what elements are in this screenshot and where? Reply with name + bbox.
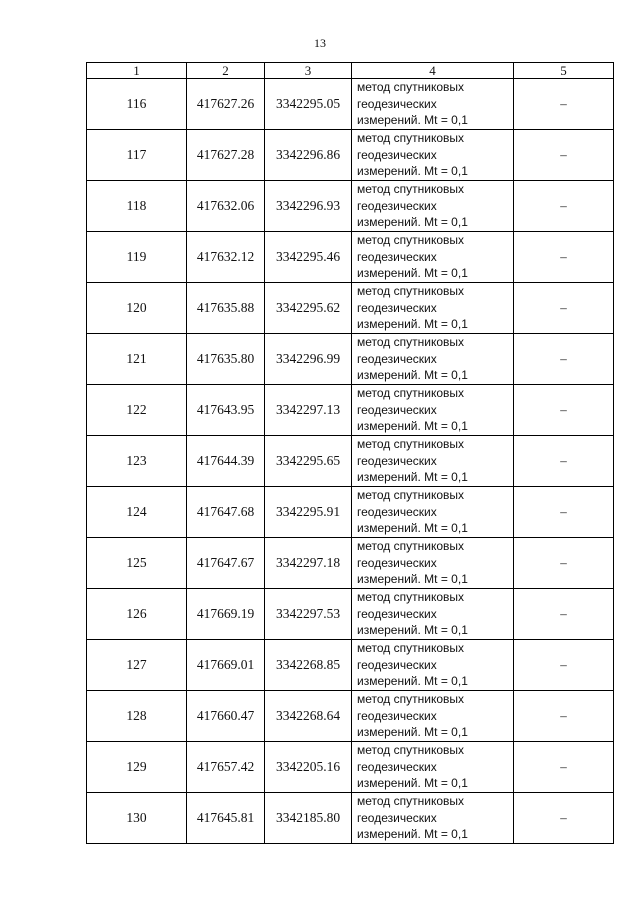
- y-coordinate-cell: 3342296.99: [265, 334, 352, 385]
- y-coordinate-cell: 3342295.65: [265, 436, 352, 487]
- y-coordinate-cell: 3342297.13: [265, 385, 352, 436]
- method-cell: [352, 640, 514, 691]
- method-cell: [352, 385, 514, 436]
- x-coordinate-cell: 417627.28: [187, 130, 265, 181]
- method-text-line: измерений. Mt = 0,1: [357, 164, 468, 179]
- y-coordinate-cell: 3342295.05: [265, 79, 352, 130]
- method-cell: [352, 742, 514, 793]
- point-number-cell: 120: [87, 283, 187, 334]
- point-number-cell: 124: [87, 487, 187, 538]
- method-text-line: измерений. Mt = 0,1: [357, 572, 468, 587]
- x-coordinate-cell: 417657.42: [187, 742, 265, 793]
- method-text-line: метод спутниковых: [357, 386, 465, 401]
- page-number: 13: [314, 36, 326, 50]
- method-cell: [352, 283, 514, 334]
- y-coordinate-cell: 3342295.46: [265, 232, 352, 283]
- table-row: [87, 538, 614, 589]
- method-cell: [352, 436, 514, 487]
- method-text-line: измерений. Mt = 0,1: [357, 266, 468, 281]
- table-row: [87, 640, 614, 691]
- method-cell: [352, 232, 514, 283]
- method-text-line: метод спутниковых: [357, 590, 465, 605]
- table-row: [87, 742, 614, 793]
- method-text-line: метод спутниковых: [357, 131, 465, 146]
- table-row: [87, 691, 614, 742]
- x-coordinate-cell: 417644.39: [187, 436, 265, 487]
- method-text-line: метод спутниковых: [357, 641, 465, 656]
- x-coordinate-cell: 417635.80: [187, 334, 265, 385]
- note-cell: –: [514, 742, 614, 793]
- note-cell: –: [514, 181, 614, 232]
- method-text-line: измерений. Mt = 0,1: [357, 317, 468, 332]
- y-coordinate-cell: 3342185.80: [265, 793, 352, 844]
- x-coordinate-cell: 417643.95: [187, 385, 265, 436]
- method-text-line: измерений. Mt = 0,1: [357, 368, 468, 383]
- method-cell: [352, 487, 514, 538]
- point-number-cell: 116: [87, 79, 187, 130]
- method-cell: [352, 793, 514, 844]
- method-text-line: геодезических: [357, 198, 437, 213]
- table-header-row: [87, 63, 614, 79]
- column-header-5: 5: [514, 63, 614, 79]
- method-text-line: измерений. Mt = 0,1: [357, 827, 468, 842]
- method-text-line: метод спутниковых: [357, 743, 465, 758]
- table-row: [87, 79, 614, 130]
- y-coordinate-cell: 3342297.53: [265, 589, 352, 640]
- point-number-cell: 123: [87, 436, 187, 487]
- x-coordinate-cell: 417647.67: [187, 538, 265, 589]
- note-cell: –: [514, 793, 614, 844]
- method-text-line: измерений. Mt = 0,1: [357, 674, 468, 689]
- method-text-line: геодезических: [357, 402, 437, 417]
- column-header-1: 1: [87, 63, 187, 79]
- method-text-line: метод спутниковых: [357, 233, 465, 248]
- point-number-cell: 119: [87, 232, 187, 283]
- x-coordinate-cell: 417645.81: [187, 793, 265, 844]
- x-coordinate-cell: 417660.47: [187, 691, 265, 742]
- column-header-4: 4: [352, 63, 514, 79]
- method-text-line: метод спутниковых: [357, 692, 465, 707]
- note-cell: –: [514, 538, 614, 589]
- table-row: [87, 589, 614, 640]
- table-row: [87, 487, 614, 538]
- method-text-line: геодезических: [357, 708, 437, 723]
- y-coordinate-cell: 3342297.18: [265, 538, 352, 589]
- x-coordinate-cell: 417632.12: [187, 232, 265, 283]
- note-cell: –: [514, 334, 614, 385]
- method-cell: [352, 334, 514, 385]
- method-cell: [352, 79, 514, 130]
- method-cell: [352, 538, 514, 589]
- method-text-line: измерений. Mt = 0,1: [357, 725, 468, 740]
- x-coordinate-cell: 417635.88: [187, 283, 265, 334]
- note-cell: –: [514, 130, 614, 181]
- table-row: [87, 436, 614, 487]
- method-text-line: измерений. Mt = 0,1: [357, 113, 468, 128]
- method-text-line: геодезических: [357, 810, 437, 825]
- method-text-line: геодезических: [357, 555, 437, 570]
- point-number-cell: 128: [87, 691, 187, 742]
- table-row: [87, 334, 614, 385]
- method-text-line: геодезических: [357, 351, 437, 366]
- note-cell: –: [514, 232, 614, 283]
- column-header-2: 2: [187, 63, 265, 79]
- note-cell: –: [514, 283, 614, 334]
- table-row: [87, 793, 614, 844]
- table-body: [87, 79, 614, 844]
- method-text-line: измерений. Mt = 0,1: [357, 419, 468, 434]
- y-coordinate-cell: 3342295.91: [265, 487, 352, 538]
- point-number-cell: 122: [87, 385, 187, 436]
- method-text-line: метод спутниковых: [357, 488, 465, 503]
- x-coordinate-cell: 417627.26: [187, 79, 265, 130]
- y-coordinate-cell: 3342295.62: [265, 283, 352, 334]
- table-row: [87, 181, 614, 232]
- x-coordinate-cell: 417632.06: [187, 181, 265, 232]
- point-number-cell: 127: [87, 640, 187, 691]
- method-cell: [352, 130, 514, 181]
- point-number-cell: 130: [87, 793, 187, 844]
- method-text-line: геодезических: [357, 96, 437, 111]
- note-cell: –: [514, 691, 614, 742]
- x-coordinate-cell: 417669.01: [187, 640, 265, 691]
- table-row: [87, 385, 614, 436]
- method-text-line: метод спутниковых: [357, 284, 465, 299]
- note-cell: –: [514, 487, 614, 538]
- method-text-line: измерений. Mt = 0,1: [357, 470, 468, 485]
- method-text-line: измерений. Mt = 0,1: [357, 623, 468, 638]
- x-coordinate-cell: 417647.68: [187, 487, 265, 538]
- method-text-line: геодезических: [357, 147, 437, 162]
- method-text-line: геодезических: [357, 657, 437, 672]
- method-cell: [352, 691, 514, 742]
- method-cell: [352, 181, 514, 232]
- y-coordinate-cell: 3342205.16: [265, 742, 352, 793]
- method-text-line: метод спутниковых: [357, 539, 465, 554]
- method-text-line: метод спутниковых: [357, 80, 465, 95]
- table-row: [87, 283, 614, 334]
- method-text-line: геодезических: [357, 300, 437, 315]
- point-number-cell: 117: [87, 130, 187, 181]
- y-coordinate-cell: 3342296.86: [265, 130, 352, 181]
- note-cell: –: [514, 436, 614, 487]
- note-cell: –: [514, 385, 614, 436]
- point-number-cell: 121: [87, 334, 187, 385]
- coordinates-table: [86, 62, 614, 844]
- point-number-cell: 129: [87, 742, 187, 793]
- y-coordinate-cell: 3342296.93: [265, 181, 352, 232]
- table-row: [87, 130, 614, 181]
- y-coordinate-cell: 3342268.64: [265, 691, 352, 742]
- note-cell: –: [514, 589, 614, 640]
- method-text-line: метод спутниковых: [357, 182, 465, 197]
- point-number-cell: 125: [87, 538, 187, 589]
- method-text-line: геодезических: [357, 606, 437, 621]
- method-text-line: метод спутниковых: [357, 794, 465, 809]
- point-number-cell: 118: [87, 181, 187, 232]
- x-coordinate-cell: 417669.19: [187, 589, 265, 640]
- method-text-line: измерений. Mt = 0,1: [357, 521, 468, 536]
- method-text-line: геодезических: [357, 453, 437, 468]
- method-text-line: метод спутниковых: [357, 335, 465, 350]
- note-cell: –: [514, 79, 614, 130]
- table-row: [87, 232, 614, 283]
- y-coordinate-cell: 3342268.85: [265, 640, 352, 691]
- method-cell: [352, 589, 514, 640]
- method-text-line: геодезических: [357, 504, 437, 519]
- method-text-line: измерений. Mt = 0,1: [357, 215, 468, 230]
- method-text-line: измерений. Mt = 0,1: [357, 776, 468, 791]
- point-number-cell: 126: [87, 589, 187, 640]
- method-text-line: геодезических: [357, 759, 437, 774]
- note-cell: –: [514, 640, 614, 691]
- method-text-line: метод спутниковых: [357, 437, 465, 452]
- method-text-line: геодезических: [357, 249, 437, 264]
- column-header-3: 3: [265, 63, 352, 79]
